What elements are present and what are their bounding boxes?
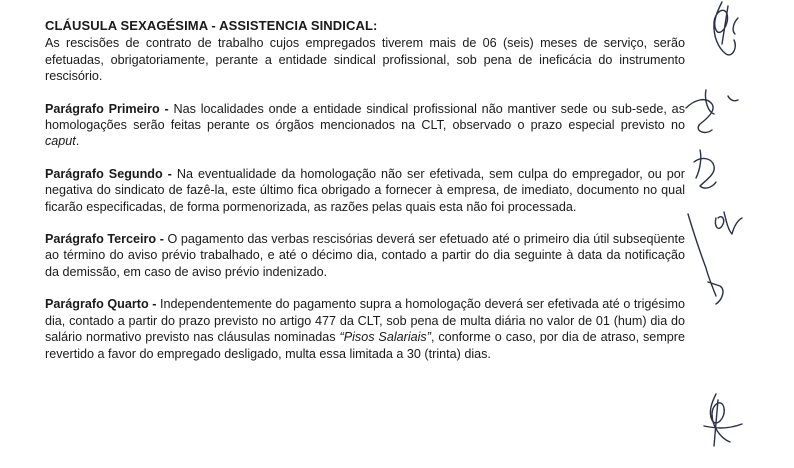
paragraph-italic: caput — [45, 134, 76, 149]
paragraph-label: Parágrafo Primeiro - — [45, 101, 169, 116]
paragraph-label: Parágrafo Segundo - — [45, 166, 172, 181]
signature-bottom — [704, 394, 742, 446]
clause-text — [45, 18, 685, 378]
signature-mid-2 — [694, 150, 716, 188]
paragraph-fourth — [45, 296, 685, 362]
paragraph-text: Na eventualidade da homologação não ser efetivada, sem culpa do empregador, ou por negativa do sindicato de fazê-la, este último fica obrigado a fornecer à empresa, de imediato, documento no qual ficarão especificadas, de forma pormenorizada, as razões pelas quais esta não foi processada. — [45, 166, 685, 214]
paragraph-text: Independentemente do pagamento supra a homologação deverá ser efetivada até o trigésimo dia, contado a partir do prazo previsto no artigo 477 da CLT, sob pena de multa diária no valor de 01 (hum) dia do salário normativo previsto nas cláusulas nominadas — [45, 297, 685, 345]
paragraph-text: O pagamento das verbas rescisórias deverá ser efetuado até o primeiro dia útil subseqüente ao término do aviso prévio trabalhado, e até o décimo dia, contado a partir do dia seguinte à data da notificação da demissão, em caso de aviso prévio indenizado. — [45, 232, 685, 279]
paragraph-label: Parágrafo Quarto - — [45, 297, 157, 312]
paragraph-tail: . — [75, 134, 80, 149]
paragraph-second — [45, 166, 685, 215]
paragraph-label: Parágrafo Terceiro - — [45, 232, 164, 247]
paragraph-text: Nas localidades onde a entidade sindical profissional não mantiver sede ou sub-sede, as homologações serão feitas perante os órgãos mencionados na CLT, observado o prazo especial previsto no — [45, 101, 685, 133]
signature-mid-1 — [686, 90, 738, 132]
signature-low — [688, 214, 723, 304]
clause-body: As rescisões de contrato de trabalho cujos empregados tiverem mais de 06 (seis) meses de serviço, serão efetuadas, obrigatoriamente, perante a entidade sindical profissional, sob pena de ineficácia do instrumento rescisório. — [45, 36, 685, 84]
initials-mid — [715, 212, 742, 234]
clause-title: CLÁUSULA SEXAGÉSIMA - ASSISTENCIA SINDICAL: — [45, 18, 378, 33]
paragraph-third — [45, 231, 685, 280]
paragraph-first — [45, 101, 685, 150]
signature-top — [714, 2, 738, 55]
paragraph-italic: “Pisos Salariais” — [339, 330, 431, 345]
paragraph-tail: , conforme o caso, por dia de atraso, sempre revertido a favor do empregado desligado, multa essa limitada a 30 (trinta) dias. — [45, 330, 686, 361]
